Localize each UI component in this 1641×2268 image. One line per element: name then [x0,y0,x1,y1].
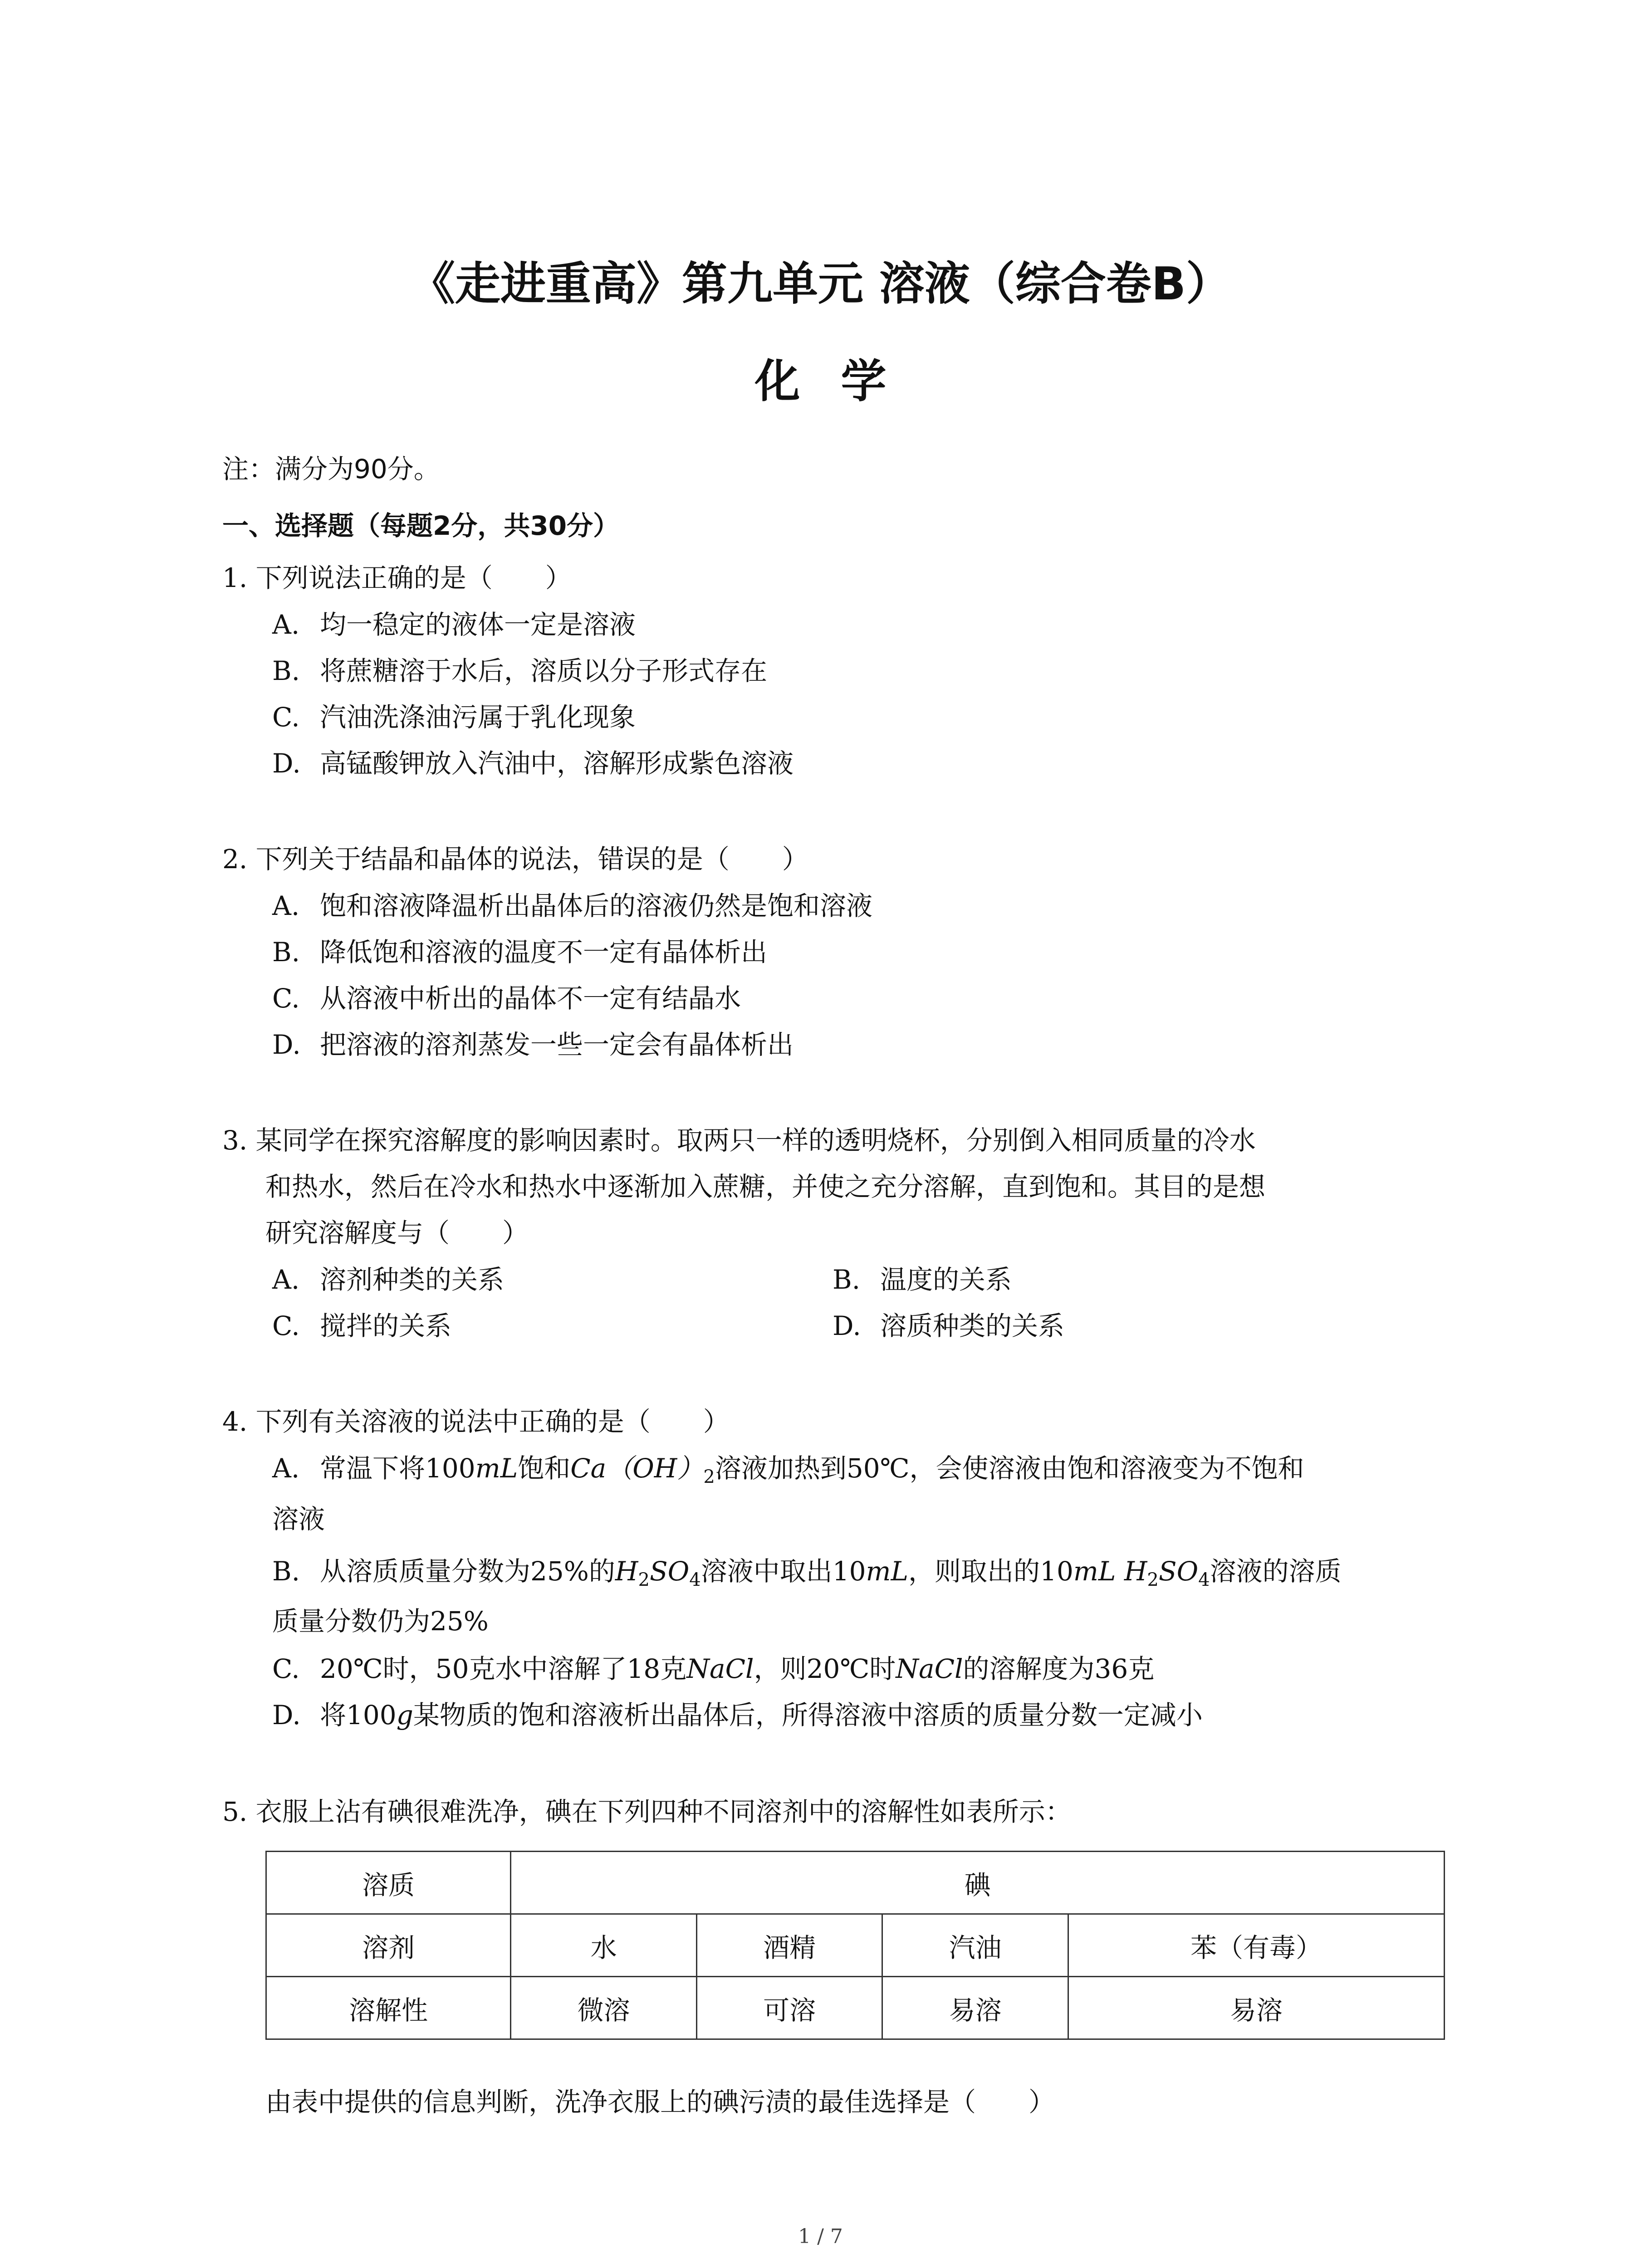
question-3-option-d: D. 溶质种类的关系 [833,1310,1065,1341]
table-cell-solubility: 微溶 [511,1977,697,2039]
table-row [266,1977,1445,2039]
question-1-option-a: A. 均一稳定的液体一定是溶液 [272,609,636,640]
table-cell-solvent: 水 [511,1914,697,1977]
table-cell-solvent: 酒精 [696,1914,882,1977]
solubility-table [265,1851,1445,2040]
table-cell-solubility: 易溶 [1068,1977,1444,2039]
question-1-option-b: B. 将蔗糖溶于水后，溶质以分子形式存在 [272,655,768,686]
question-4-option-a-cont: 溶液 [272,1504,325,1535]
question-2-option-b: B. 降低饱和溶液的温度不一定有晶体析出 [272,937,768,968]
page-number: 1 / 7 [798,2225,843,2248]
question-1-stem: 1. 下列说法正确的是（ ） [222,562,572,593]
question-3-stem-line-3: 研究溶解度与（ ） [265,1217,529,1248]
table-row [266,1852,1445,1914]
question-3-option-c: C. 搅拌的关系 [272,1310,452,1341]
question-4-option-c: C. 20℃时，50克水中溶解了18克NaCl，则20℃时NaCl的溶解度为36克 [272,1653,1155,1684]
question-3-option-a: A. 溶剂种类的关系 [272,1264,505,1295]
table-cell-solubility-label: 溶解性 [266,1977,511,2039]
subject-title: 化学 [754,355,927,408]
question-3-stem-line-2: 和热水，然后在冷水和热水中逐渐加入蔗糖，并使之充分溶解，直到饱和。其目的是想 [265,1171,1266,1202]
table-row [266,1914,1445,1977]
question-2-option-a: A. 饱和溶液降温析出晶体后的溶液仍然是饱和溶液 [272,890,873,921]
question-4-option-d: D. 将100g某物质的饱和溶液析出晶体后，所得溶液中溶质的质量分数一定减小 [272,1700,1203,1730]
page-title: 《走进重高》第九单元 溶液（综合卷B） [409,257,1232,310]
question-4-option-b-cont: 质量分数仍为25% [272,1606,489,1637]
question-1-option-c: C. 汽油洗涤油污属于乳化现象 [272,702,636,733]
question-4-option-b: B. 从溶质质量分数为25%的$H_2SO_4$溶液中取出10mL，则取出的10mL $H_2SO_4$溶液的溶质 [272,1556,1342,1590]
question-2-stem: 2. 下列关于结晶和晶体的说法，错误的是（ ） [222,844,808,875]
question-5-stem: 5. 衣服上沾有碘很难洗净，碘在下列四种不同溶剂中的溶解性如表所示： [222,1796,1072,1827]
score-note: 注：满分为90分。 [222,454,440,484]
question-5-prompt: 由表中提供的信息判断，洗净衣服上的碘污渍的最佳选择是（ ） [265,2087,1055,2117]
question-4-stem: 4. 下列有关溶液的说法中正确的是（ ） [222,1406,730,1437]
question-4-option-a: A. 常温下将100mL饱和$Ca(OH)_2$溶液加热到50℃，会使溶液由饱和溶液变为不饱和 [272,1453,1304,1487]
table-cell-solubility: 易溶 [882,1977,1068,2039]
table-cell-solvent: 苯（有毒） [1068,1914,1444,1977]
question-1-option-d: D. 高锰酸钾放入汽油中，溶解形成紫色溶液 [272,748,794,779]
table-cell-solvent: 汽油 [882,1914,1068,1977]
question-2-option-d: D. 把溶液的溶剂蒸发一些一定会有晶体析出 [272,1029,794,1060]
table-cell-solubility: 可溶 [696,1977,882,2039]
table-cell-solvent-label: 溶剂 [266,1914,511,1977]
table-cell-solute-label: 溶质 [266,1852,511,1914]
table-cell-solute: 碘 [511,1852,1445,1914]
question-3-stem-line-1: 3. 某同学在探究溶解度的影响因素时。取两只一样的透明烧杯，分别倒入相同质量的冷水 [222,1125,1256,1156]
section-heading: 一、选择题（每题2分，共30分） [222,510,620,541]
question-2-option-c: C. 从溶液中析出的晶体不一定有结晶水 [272,983,741,1014]
question-3-option-b: B. 温度的关系 [833,1264,1012,1295]
